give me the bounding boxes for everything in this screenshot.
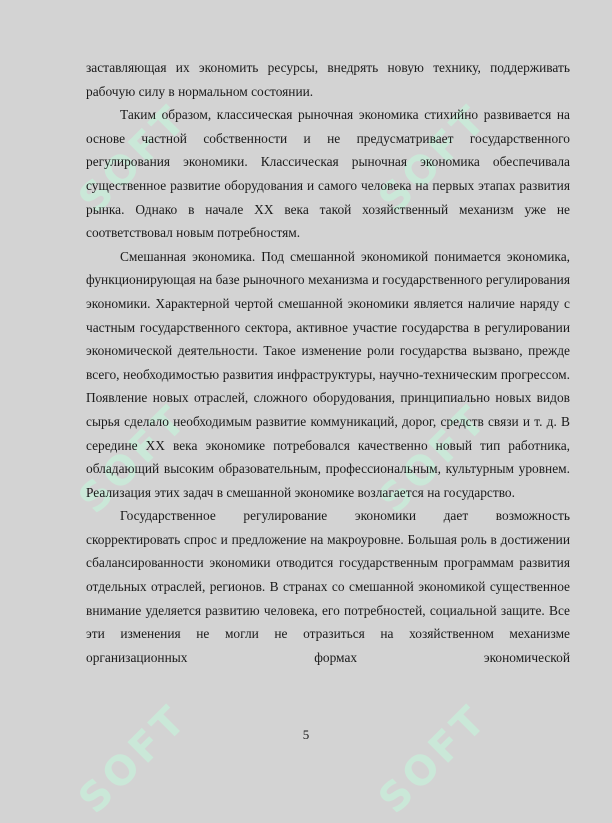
paragraph: Смешанная экономика. Под смешанной экономикой понимается экономика, функционирующая на базе рыночного механизма и государственного регулирования экономики. Характерной чертой смешанной экономики является наличие наряду с частным государственного сектора, активное участие государства в регулировании экономической деятельности. Такое изменение роли государства вызвано, прежде всего, необходимостью развития инфраструктуры, научно-техническим прогрессом. Появление новых отраслей, сложного оборудования, принципиально новых видов сырья сделало необходимым развитие коммуникаций, дорог, средств связи и т. д. В середине XX века экономике потребовался качественно новый тип работника, обладающий высоким образовательным, профессиональным, культурным уровнем. Реализация этих задач в смешанной экономике возлагается на государство.	[86, 248, 570, 500]
paragraph: заставляющая их экономить ресурсы, внедрять новую технику, поддерживать рабочую силу в нормальном состоянии.	[86, 60, 570, 99]
watermark: SOFT	[70, 95, 197, 223]
paragraph: Таким образом, классическая рыночная экономика стихийно развивается на основе частной собственности и не предусматривает государственного регулирования экономики. Классическая рыночная экономика обеспечивала существенное развитие оборудования и самого человека на первых этапах развития рынка. Однако в начале XX века такой хозяйственный механизм уже не соответствовал новым потребностям.	[86, 107, 570, 241]
watermark: SOFT	[370, 695, 497, 823]
paragraph: Государственное регулирование экономики дает возможность скорректировать спрос и предложение на макроуровне. Большая роль в достижении сбалансированности экономики отводится государственным программам развития отдельных отраслей, регионов. В странах со смешанной экономикой существенное внимание уделяется развитию человека, его потребностей, социальной защите. Все эти изменения не могли не отразиться на хозяйственном механизме организационных формах экономической	[86, 508, 570, 665]
watermark: SOFT	[370, 395, 497, 523]
watermark: SOFT	[70, 695, 197, 823]
body-text	[86, 56, 570, 669]
page-number: 5	[302, 727, 310, 742]
watermark: SOFT	[70, 395, 197, 523]
watermark: SOFT	[370, 95, 497, 223]
